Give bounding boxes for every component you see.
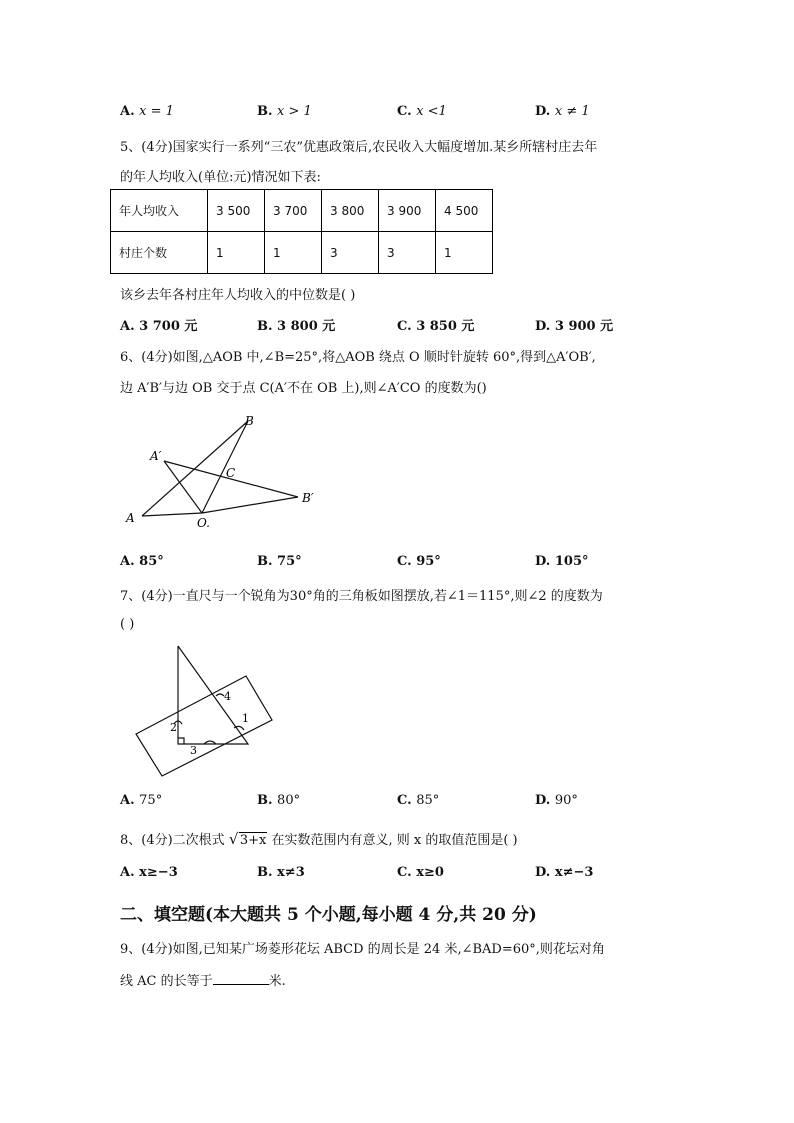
q5-text-line2: 的年人均收入(单位:元)情况如下表:	[120, 170, 321, 185]
q8-suffix: 在实数范围内有意义, 则 x 的取值范围是( )	[271, 833, 518, 848]
section-title: 二、填空题(本大题共 5 个小题,每小题 4 分,共 20 分)	[120, 905, 537, 925]
angle-label-1: 1	[242, 712, 249, 725]
angle-label-4: 4	[224, 690, 231, 703]
label-c: C	[226, 466, 236, 480]
table-header-cell: 村庄个数	[111, 232, 208, 274]
table-cell: 1	[265, 232, 322, 274]
label-a: A	[126, 511, 135, 525]
label-a-prime: A′	[150, 449, 162, 463]
table-cell: 3 500	[208, 190, 265, 232]
q7-text-line1: 7、(4分)一直尺与一个锐角为30°角的三角板如图摆放,若∠1＝115°,则∠2 的度数为	[120, 589, 603, 604]
q5-option-b: B. 3 800 元	[257, 319, 336, 334]
q4-option-a: A. x = 1	[120, 104, 174, 119]
q6-rotation-figure	[120, 405, 330, 535]
q9-text-line1: 9、(4分)如图,已知某广场菱形花坛 ABCD 的周长是 24 米,∠BAD=60°,则花坛对角	[120, 942, 605, 957]
q6-text-line1: 6、(4分)如图,△AOB 中,∠B=25°,将△AOB 绕点 O 顺时针旋转 60°,得到△A′OB′,	[120, 350, 596, 365]
table-cell: 3 900	[379, 190, 436, 232]
label-b: B	[245, 414, 254, 428]
q4-option-c: C. x <1	[397, 104, 447, 119]
q4-option-b: B. x > 1	[257, 104, 312, 119]
table-cell: 1	[436, 232, 493, 274]
angle-label-2: 2	[170, 721, 177, 734]
answer-blank	[213, 972, 269, 985]
q6-option-b: B. 75°	[257, 554, 302, 569]
q5-option-d: D. 3 900 元	[535, 319, 614, 334]
label-b-prime: B′	[302, 491, 314, 505]
q6-option-a: A. 85°	[120, 554, 164, 569]
q8-text	[120, 829, 518, 848]
table-cell: 3	[322, 232, 379, 274]
label-o: O.	[197, 516, 210, 530]
q7-option-d: D. 90°	[535, 793, 578, 808]
sqrt-expression: √ 3+x	[228, 830, 267, 848]
q5-question: 该乡去年各村庄年人均收入的中位数是( )	[120, 288, 356, 303]
table-header-cell: 年人均收入	[111, 190, 208, 232]
q4-option-d: D. x ≠ 1	[535, 104, 590, 119]
q7-option-b: B. 80°	[257, 793, 301, 808]
q5-option-c: C. 3 850 元	[397, 319, 475, 334]
q7-option-c: C. 85°	[397, 793, 440, 808]
table-cell: 3 700	[265, 190, 322, 232]
q5-option-a: A. 3 700 元	[120, 319, 198, 334]
q7-option-a: A. 75°	[120, 793, 163, 808]
income-table	[110, 189, 493, 274]
q6-text-line2: 边 A′B′与边 OB 交于点 C(A′不在 OB 上),则∠A′CO 的度数为()	[120, 381, 487, 396]
q6-option-c: C. 95°	[397, 554, 441, 569]
table-cell: 1	[208, 232, 265, 274]
q8-option-d: D. x≠−3	[535, 865, 594, 880]
q8-option-a: A. x≥−3	[120, 865, 178, 880]
q8-option-b: B. x≠3	[257, 865, 305, 880]
angle-label-3: 3	[190, 744, 197, 757]
table-cell: 4 500	[436, 190, 493, 232]
table-cell: 3	[379, 232, 436, 274]
q5-text-line1: 5、(4分)国家实行一系列“三农”优惠政策后,农民收入大幅度增加.某乡所辖村庄去年	[120, 140, 598, 155]
q7-ruler-triangle-figure	[130, 640, 280, 780]
q6-option-d: D. 105°	[535, 554, 589, 569]
table-cell: 3 800	[322, 190, 379, 232]
table-row	[111, 190, 493, 232]
q9-text-line2: 线 AC 的长等于 米.	[120, 974, 286, 989]
q8-option-c: C. x≥0	[397, 865, 444, 880]
q7-text-line2: ( )	[120, 617, 135, 632]
table-row	[111, 232, 493, 274]
q8-prefix: 8、(4分)二次根式	[120, 833, 225, 848]
